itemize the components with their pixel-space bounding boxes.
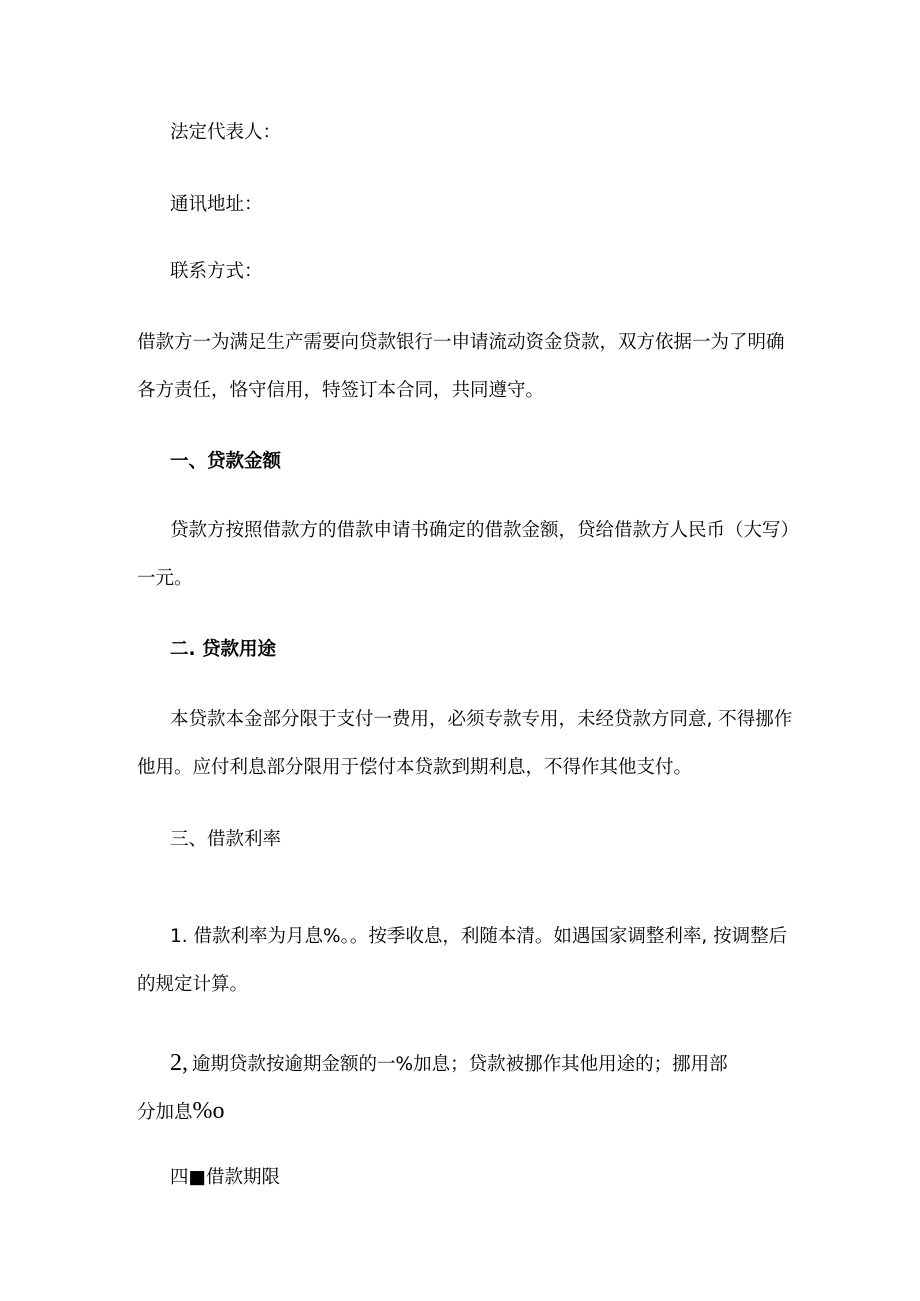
clause-3-2-text: 逾期贷款按逾期金额的一%加息；贷款被挪作其他用途的；挪用部 xyxy=(192,1054,728,1075)
preamble-line-1: 借款方一为满足生产需要向贷款银行一申请流动资金贷款，双方依据一为了明确 xyxy=(137,332,785,353)
clause-3-1-line-2: 的规定计算。 xyxy=(137,974,249,995)
section-2-line-2: 他用。应付利息部分限用于偿付本贷款到期利息，不得作其他支付。 xyxy=(137,757,693,778)
section-3-heading: 三、借款利率 xyxy=(170,829,282,850)
legal-representative-label: 法定代表人： xyxy=(170,122,282,143)
section-1-line-2: 一元。 xyxy=(137,568,193,589)
section-2-heading: 二. 贷款用途 xyxy=(170,639,276,660)
contact-label: 联系方式： xyxy=(170,261,263,282)
section-2-line-1: 本贷款本金部分限于支付一费用，必须专款专用，未经贷款方同意, 不得挪作 xyxy=(170,709,793,730)
clause-3-2-line-2-suffix: %o xyxy=(192,1098,225,1124)
clause-3-2-line-2-text: 分加息 xyxy=(137,1102,193,1123)
section-4-heading: 四■借款期限 xyxy=(170,1167,280,1188)
clause-3-2-line-2 xyxy=(137,1099,225,1123)
clause-3-2-number: 2, xyxy=(170,1050,188,1076)
section-1-heading: 一、贷款金额 xyxy=(170,451,282,472)
preamble-line-2: 各方责任，恪守信用，特签订本合同，共同遵守。 xyxy=(137,380,545,401)
clause-3-2-line-1 xyxy=(170,1051,728,1075)
section-1-line-1: 贷款方按照借款方的借款申请书确定的借款金额，贷给借款方人民币（大写） xyxy=(170,520,800,541)
clause-3-1-line-1: 1. 借款利率为月息%。。按季收息，利随本清。如遇国家调整利率, 按调整后 xyxy=(170,926,788,947)
address-label: 通讯地址： xyxy=(170,194,263,215)
